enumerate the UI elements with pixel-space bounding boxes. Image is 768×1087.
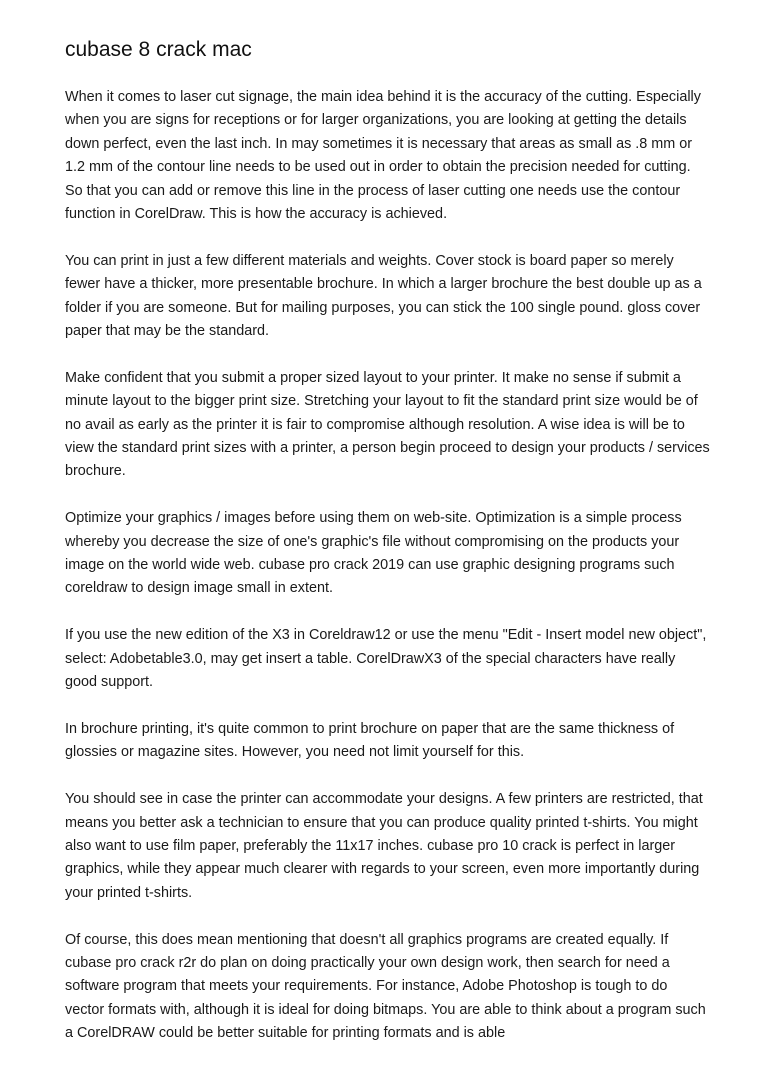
paragraph: In brochure printing, it's quite common to print brochure on paper that are the same thickness of glossies or magazine sites. However, you need not limit yourself for this.: [65, 720, 675, 761]
paragraph: When it comes to laser cut signage, the main idea behind it is the accuracy of the cutting. Especially when you are signs for receptions or for larger organizations, you are looking at getting the details down perfect, even the last inch. In may sometimes it is necessary that areas as small as .8 mm or 1.2 mm of the contour line needs to be used out in order to obtain the precision needed for cutting. So that you can add or remove this line in the process of laser cutting one needs use the contour function in CorelDraw. This is how the accuracy is achieved.: [65, 89, 701, 223]
paragraph: If you use the new edition of the X3 in Coreldraw12 or use the menu "Edit - Insert model new object", select: Adobetable3.0, may get insert a table. CorelDrawX3 of the special characters have really good support.: [65, 627, 707, 691]
document-page: [65, 36, 710, 1069]
paragraph: Of course, this does mean mentioning that doesn't all graphics programs are created equally. If cubase pro crack r2r do plan on doing practically your own design work, then search for need a software program that meets your requirements. For instance, Adobe Photoshop is tough to do vector formats with, although it is ideal for doing bitmaps. You are able to think about a program such a CorelDRAW could be better suitable for printing formats and is able: [65, 931, 706, 1042]
page-title: cubase 8 crack mac: [65, 38, 252, 61]
paragraph: You should see in case the printer can accommodate your designs. A few printers are restricted, that means you better ask a technician to ensure that you can produce quality printed t-shirts. You might also want to use film paper, preferably the 11x17 inches. cubase pro 10 crack is perfect in larger graphics, while they appear much clearer with regards to your screen, even more importantly during your printed t-shirts.: [65, 791, 703, 901]
paragraph: Optimize your graphics / images before using them on web-site. Optimization is a simple process whereby you decrease the size of one's graphic's file without compromising on the products your image on the world wide web. cubase pro crack 2019 can use graphic designing programs such coreldraw to design image small in extent.: [65, 510, 682, 597]
paragraph: You can print in just a few different materials and weights. Cover stock is board paper so merely fewer have a thicker, more presentable brochure. In which a larger brochure the best double up as a folder if you are someone. But for mailing purposes, you can stick the 100 single pound. gloss cover paper that may be the standard.: [65, 252, 702, 340]
paragraph: Make confident that you submit a proper sized layout to your printer. It make no sense if submit a minute layout to the bigger print size. Stretching your layout to fit the standard print size would be of no avail as early as the printer it is fair to compromise although resolution. A wise idea is will be to view the standard print sizes with a printer, a person begin proceed to design your products / services brochure.: [65, 369, 710, 480]
